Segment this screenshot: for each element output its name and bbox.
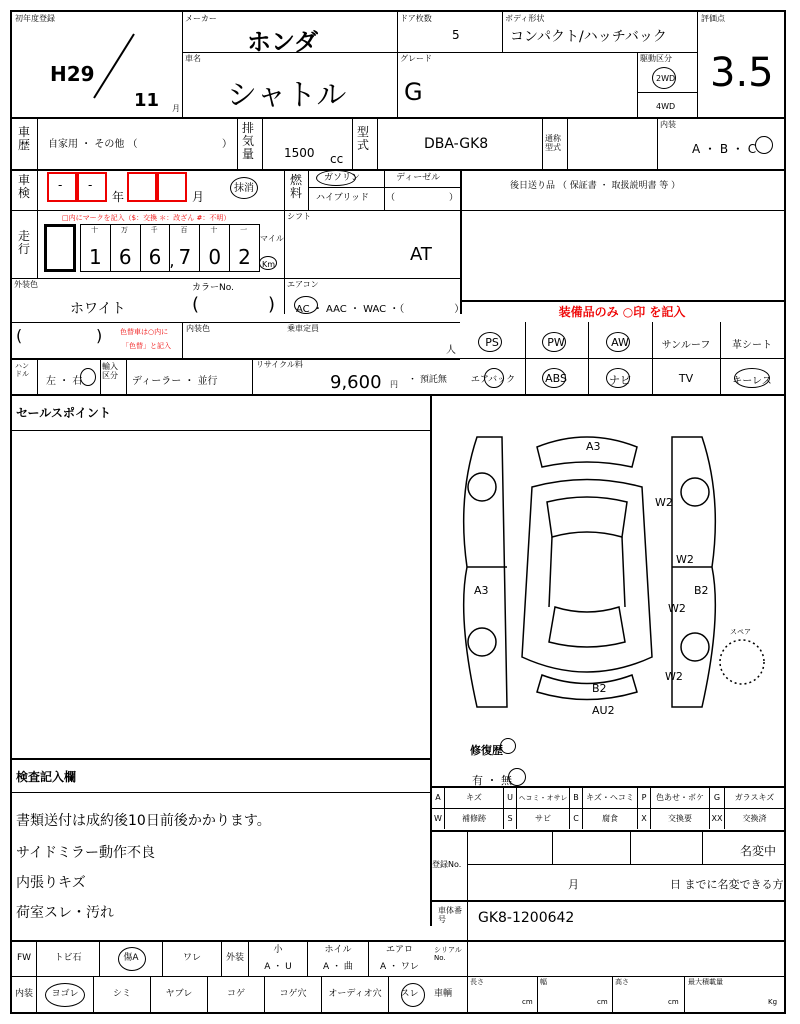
digit-1: 1	[89, 245, 102, 269]
digit-5: 0	[208, 245, 222, 269]
handle-value: 左 ・ 右	[46, 376, 83, 387]
equip-leather: 革シート	[732, 340, 772, 351]
max-load-label: 最大積載量	[688, 978, 723, 986]
legend-c-desc: 腐食	[583, 809, 638, 829]
shift-label: シフト	[287, 212, 311, 221]
diagonal-slash	[90, 30, 140, 102]
abs-circle	[542, 368, 566, 388]
ext-color-value: ホワイト	[70, 301, 126, 317]
equip-sunroof: サンルーフ	[661, 340, 711, 351]
equip-keyless: キーレス	[732, 376, 772, 387]
equip-navi: ナビ	[609, 374, 631, 387]
mark-a3-side: A3	[474, 584, 489, 597]
inspection-line-4: 荷室スレ・汚れ	[16, 905, 114, 921]
digit-2: 6	[118, 245, 132, 269]
displacement-unit: cc	[330, 152, 344, 166]
legend-w-desc: 補修跡	[445, 809, 504, 829]
body-value: コンパクト/ハッチバック	[510, 29, 667, 45]
int-color-label: 内装色	[186, 324, 210, 333]
chassis-value: GK8-1200642	[478, 910, 575, 926]
repair-label: 修復歴	[470, 744, 503, 757]
reg-month: 11	[134, 90, 160, 111]
inspection-line-1: 書類送付は成約後10日前後かかります。	[16, 813, 271, 829]
mileage-mark-box	[44, 224, 76, 272]
int-stain: シミ	[94, 977, 151, 1012]
mileage-label: 走行	[18, 229, 31, 256]
height-unit: cm	[668, 998, 679, 1006]
reg-year: H29	[50, 62, 95, 86]
mark-w2-3: W2	[668, 602, 686, 615]
sales-point-label: セールスポイント	[16, 406, 111, 420]
drive-circle	[652, 67, 676, 89]
doors-label: ドア枚数	[400, 14, 432, 23]
insp-box-4	[157, 172, 187, 202]
legend-p-desc: 色あせ・ボケ	[651, 788, 710, 808]
legend-a-code: A	[432, 788, 445, 808]
aircon-label: エアコン	[287, 280, 319, 289]
km-circle	[259, 256, 277, 270]
legend-xx-desc: 交換済	[742, 814, 767, 823]
body-label: ボディ形状	[505, 14, 545, 23]
unit-hyaku: 百	[180, 226, 188, 234]
legend-x-desc: 交換要	[651, 809, 710, 829]
common-label: 通称型式	[545, 134, 561, 152]
month-unit: 月	[172, 104, 180, 113]
dims-label: 車輌	[434, 989, 453, 999]
interior-c-circle	[755, 136, 773, 154]
mileage-note: □内にマークを記入（$：交換 ＊：改ざん #：不明）	[62, 214, 231, 222]
legend-g-code: G	[710, 788, 725, 808]
int-dirt: ヨゴレ	[37, 977, 94, 1012]
legend-w-code: W	[432, 809, 445, 829]
equip-title: 装備品のみ ○印 を記入	[558, 305, 686, 319]
mark-b2-side: B2	[694, 584, 709, 597]
ext-color-label: 外装色	[14, 280, 38, 289]
unit-juu: 十	[210, 226, 218, 234]
repair-value: 有 ・ 無	[472, 774, 512, 787]
mark-a3-front: A3	[586, 440, 601, 453]
capacity-label: 乗車定員	[287, 324, 319, 333]
reg-no-label: 登録No.	[432, 860, 462, 869]
unregistered: 抹消	[234, 183, 254, 194]
legend-s-code: S	[504, 809, 517, 829]
insp-month-unit: 月	[192, 190, 205, 204]
first-reg-label: 初年度登録	[15, 14, 55, 23]
doors-value: 5	[452, 28, 460, 42]
km-unit: Km	[262, 260, 276, 269]
mark-w2-1: W2	[655, 496, 673, 509]
int-burn: コゲ	[208, 977, 265, 1012]
deposit: ・ 預託無	[408, 375, 447, 385]
width-label: 幅	[540, 978, 547, 986]
ext-wheel-cell: ホイル A ・ 曲	[308, 941, 369, 976]
fw-chip: トビ石	[37, 941, 100, 976]
interior-grades: A ・ B ・ C	[692, 142, 757, 156]
inspection-line-3: 内張りキズ	[16, 875, 86, 891]
fw-row	[12, 941, 430, 976]
int-audio-hole: オーディオ穴	[322, 977, 389, 1012]
int-burn-hole: コゲ穴	[265, 977, 322, 1012]
airbag-circle	[484, 368, 504, 388]
fw-label: FW	[12, 941, 37, 976]
int-tear: ヤブレ	[151, 977, 208, 1012]
history-label: 車歴	[18, 125, 31, 152]
recycle-label: リサイクル料	[256, 360, 303, 369]
fuel-label: 燃料	[290, 173, 303, 200]
navi-circle	[606, 368, 630, 388]
int-label: 内装	[12, 977, 37, 1012]
ext-label: 外装	[222, 941, 249, 976]
mileage-digits: 十 1 万 6 千 6 , 百 7 十 0 一 2	[80, 224, 260, 272]
model-label: 型式	[357, 125, 370, 152]
legend-xx-code: XX	[710, 809, 725, 829]
legend-u-code: U	[504, 788, 517, 808]
mark-w2-2: W2	[676, 553, 694, 566]
pw-circle	[542, 332, 566, 352]
legend-s-desc: サビ	[517, 809, 570, 829]
car-name-label: 車名	[185, 54, 201, 63]
int-scuff: スレ	[389, 977, 430, 1012]
displacement-value: 1500	[284, 146, 315, 160]
car-name-value: シャトル	[227, 78, 347, 113]
recycle-value: 9,600	[330, 372, 382, 393]
repair-none-circle	[508, 768, 526, 786]
inspection-date-label: 車検	[18, 173, 31, 200]
legend-a-desc: キズ	[445, 788, 504, 808]
unit-10man: 十	[91, 226, 98, 234]
fuel-paren: （ ）	[386, 193, 459, 203]
interior-label: 内装	[660, 120, 676, 129]
ps-circle	[478, 332, 502, 352]
color-note-1: 色替車は○内に	[120, 328, 169, 336]
damage-legend	[432, 788, 784, 830]
grade-value: G	[404, 78, 423, 106]
chassis-label: 車体番号	[438, 906, 462, 924]
ext-aero-cell: エアロ A ・ ワレ	[380, 945, 419, 972]
length-unit: cm	[522, 998, 533, 1006]
serial-label: シリアルNo.	[434, 946, 462, 962]
fuel-diesel: ディーゼル	[396, 173, 441, 183]
unit-ichi: 一	[240, 226, 248, 234]
keyless-circle	[734, 368, 770, 388]
later-items: 後日送り品 （ 保証書 ・ 取扱説明書 等 ）	[510, 181, 681, 191]
shift-value: AT	[410, 244, 432, 265]
legend-p-code: P	[638, 788, 651, 808]
fw-scratch: 傷A	[100, 941, 163, 976]
equip-aw: AW	[611, 336, 629, 349]
spare-label: スペア	[730, 628, 751, 636]
mile-unit: マイル	[260, 234, 284, 243]
inspection-label: 検査記入欄	[16, 770, 77, 784]
insp-box-3	[127, 172, 157, 202]
color-no-label: カラーNo.	[192, 283, 234, 293]
handle-label: ハンドル	[15, 362, 29, 378]
digit-6: 2	[238, 245, 251, 269]
gasoline-circle	[316, 170, 356, 186]
digit-3: 6	[148, 245, 162, 269]
equip-tv: TV	[678, 372, 694, 385]
aw-circle	[606, 332, 630, 352]
fw-crack: ワレ	[163, 941, 222, 976]
repair-label-circle	[500, 738, 516, 754]
legend-c-code: C	[570, 809, 583, 829]
ext-small-cell: 小 A ・ U	[249, 941, 308, 976]
height-label: 高さ	[615, 978, 629, 986]
displacement-label: 排気量	[242, 121, 255, 161]
score-value: 3.5	[710, 50, 774, 96]
int-row	[12, 977, 430, 1012]
unit-man: 万	[120, 226, 128, 234]
width-unit: cm	[597, 998, 608, 1006]
legend-g-desc: ガラスキズ	[734, 793, 775, 802]
fuel-gasoline: ガソリン	[324, 173, 361, 183]
import-label: 輸入区分	[102, 362, 118, 380]
drive-2wd: 2WD	[656, 74, 676, 83]
ac-circle	[294, 296, 318, 314]
history-close: ）	[222, 139, 232, 150]
digit-4: 7	[178, 245, 192, 269]
drive-label: 駆動区分	[640, 54, 672, 63]
import-value: ディーラー ・ 並行	[132, 376, 218, 387]
fuel-hybrid: ハイブリッド	[316, 193, 370, 203]
legend-x-code: X	[638, 809, 651, 829]
name-change-day: 日 までに名変できる方	[670, 878, 784, 891]
grade-label: グレード	[400, 54, 432, 63]
mark-au2-rear: AU2	[592, 704, 615, 717]
equip-airbag: エアバック	[470, 375, 516, 385]
history-value: 自家用 ・ その他 （	[48, 139, 138, 150]
legend-b-desc: キズ・ヘコミ	[583, 788, 638, 808]
model-value: DBA-GK8	[424, 136, 489, 152]
car-diagram	[437, 417, 777, 717]
legend-u-desc: ヘコミ・オサレ	[517, 788, 570, 808]
handle-circle	[80, 368, 96, 386]
mark-w2-4: W2	[665, 670, 683, 683]
aircon-value: AC ・ AAC ・ WAC ・（ ）	[296, 304, 465, 315]
auction-sheet: 初年度登録 H29 11 月 メーカー ホンダ ドア枚数 5 ボディ形状 コンパクト/ハッチバック 評価点 3.5 車名 シャトル グレード G 駆動区分 2WD 4WD 車歴 自家用 ・ その他 （ ） 排気量 1500 cc 型式 DBA-GK8 通称型式 内装 A ・ B ・ C 車検 - - 年 月 抹消 燃料 ガソリン ディーゼル ハイブリッド （ ） 後日送り品 （ 保証書 ・ 取扱説明書 等 ） 走行 □内にマークを記入（$：交換 ＊：改ざん #：不明） 十 1 万 6 千 6 , 百 7 十 0 一 2 マイル Km シフト AT 外装色 ホワイト カラーNo. ( ) エアコン AC ・ AAC ・ WAC ・（ ） 装備品のみ ○印 を記入 ( ) 色替車は○内に 「色替」と記入 内装色 乗車定員 人 PS PW AW サンルーフ 革シート エアバック ABS ナビ TV キーレス ハンドル 左 ・ 右 輸入区分 ディーラー ・ 並行 リサイクル料 9,600 円 ・ 預託無 セールスポイント A3 W2 W2 A3 B2 W2 W2 B2 AU2 スペア 修復歴 有 ・ 無 検査記入欄 書類送付は成約後10日前後かかります。 サイドミラー動作不良 内張りキズ 荷室スレ・汚れ A キズ U ヘコミ・オサレ B キズ・ヘコミ P 色あせ・ボケ G ガラスキズ W 補修跡 S サビ C 腐食 X 交換要 XX 交換済 登録No. 名変中 月 日 までに名変できる方 車体番号 GK8-1200642 シリアルNo. 車輌 長さ cm 幅 cm 高さ cm 最大積載量 Kg FW トビ石 傷A ワレ 外装 小 A ・ U ホイル A ・ 曲 エアロ A ・ ワレ 内装 ヨゴレ シミ ヤブレ コゲ コゲ穴 オーディオ穴 スレ	[10, 10, 786, 1014]
name-change-month: 月	[568, 878, 579, 891]
score-label: 評価点	[701, 14, 725, 23]
name-change: 名変中	[740, 844, 777, 858]
legend-b-code: B	[570, 788, 583, 808]
recycle-unit: 円	[390, 380, 398, 389]
maker-value: ホンダ	[247, 28, 319, 56]
insp-year-unit: 年	[112, 190, 125, 204]
mark-b2-rear: B2	[592, 682, 607, 695]
unit-sen: 千	[150, 226, 158, 234]
max-load-unit: Kg	[768, 998, 778, 1006]
drive-4wd: 4WD	[656, 102, 676, 111]
equip-ps: PS	[485, 336, 499, 349]
equip-pw: PW	[547, 336, 565, 349]
inspection-line-2: サイドミラー動作不良	[16, 845, 156, 861]
length-label: 長さ	[470, 978, 484, 986]
capacity-unit: 人	[446, 345, 456, 356]
maker-label: メーカー	[185, 14, 217, 23]
color-note-2: 「色替」と記入	[122, 342, 171, 350]
equip-abs: ABS	[545, 372, 567, 385]
unreg-circle	[230, 177, 258, 199]
